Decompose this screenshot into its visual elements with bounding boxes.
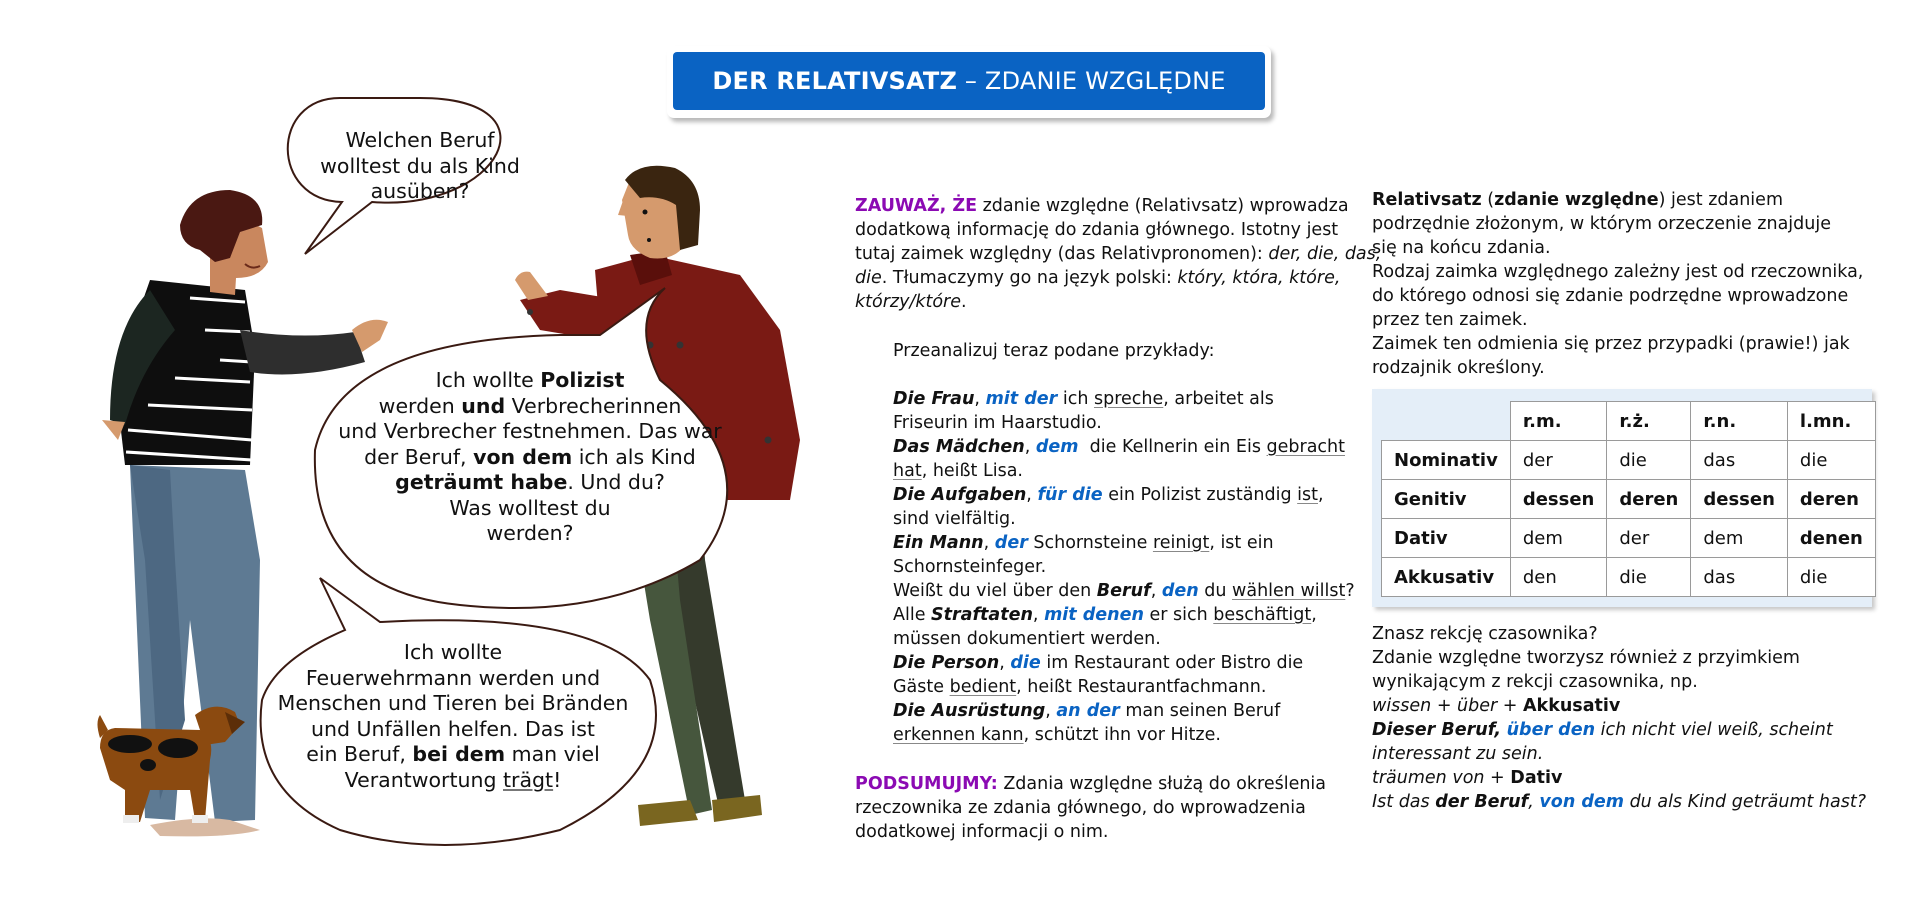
text: tutaj zaimek względny (das Relativpronomen):	[855, 244, 1269, 264]
text: Dieser Beruf,	[1372, 720, 1502, 740]
text: do którego odnosi się zdanie podrzędne wprowadzone	[1372, 286, 1849, 306]
table-cell: denen	[1787, 519, 1875, 558]
column-header: r.ż.	[1607, 402, 1691, 441]
example-sentence-cont: hat, heißt Lisa.	[893, 461, 1023, 481]
text: ich als Kind	[572, 444, 696, 469]
text: ein Beruf,	[306, 742, 413, 766]
summary-label: PODSUMUJMY:	[855, 774, 998, 794]
bubble3-text	[258, 640, 648, 793]
note-label: ZAUWAŻ, ŻE	[855, 196, 978, 216]
text: werden	[378, 393, 462, 418]
table-cell: der	[1510, 441, 1607, 480]
text: rzeczownika ze zdania głównego, do wprowadzenia	[855, 798, 1306, 818]
table-header-row	[1382, 402, 1876, 441]
row-header: Genitiv	[1382, 480, 1511, 519]
table-cell: dessen	[1510, 480, 1607, 519]
example-sentence-cont: erkennen kann, schützt ihn vor Hitze.	[893, 725, 1221, 745]
text: und Verbrecher festnehmen. Das war	[338, 419, 722, 443]
example-sentence-cont: Friseurin im Haarstudio.	[893, 413, 1102, 433]
text: . Tłumaczymy go na język polski:	[881, 268, 1178, 288]
text: zdanie względne	[1494, 190, 1659, 210]
text: . Und du?	[567, 470, 665, 494]
text: Relativsatz	[1372, 190, 1482, 210]
declension-table	[1381, 401, 1876, 597]
text: Dativ	[1510, 768, 1563, 788]
summary-paragraph	[855, 772, 1365, 844]
bubble1-line: ausüben?	[370, 179, 470, 203]
intro-paragraph	[855, 194, 1382, 314]
example-sentence: Das Mädchen, dem die Kellnerin ein Eis gebracht	[893, 437, 1346, 457]
table-cell: dem	[1510, 519, 1607, 558]
text: !	[553, 767, 562, 792]
text: und	[461, 393, 506, 418]
text: und Unfällen helfen. Das ist	[311, 716, 595, 741]
row-header: Dativ	[1382, 519, 1511, 558]
text: Akkusativ	[1523, 696, 1621, 716]
text: podrzędnie złożonym, w którym orzeczenie znajduje	[1372, 214, 1831, 234]
text: dodatkowej informacji o nim.	[855, 822, 1109, 842]
text: (	[1481, 190, 1495, 210]
table-row	[1382, 558, 1876, 597]
table-cell: den	[1510, 558, 1607, 597]
example-sentence: Die Person, die im Restaurant oder Bistro die	[893, 653, 1304, 673]
text: dodatkową informację do zdania głównego. Istotny jest	[855, 220, 1339, 240]
text: Feuerwehrmann werden und	[305, 665, 601, 690]
column-header: r.m.	[1510, 402, 1607, 441]
table-cell: das	[1691, 441, 1788, 480]
text: man viel	[505, 742, 600, 766]
table-row	[1382, 441, 1876, 480]
table-cell: das	[1691, 558, 1788, 597]
table-row	[1382, 480, 1876, 519]
text: Zdanie względne tworzysz również z przyimkiem	[1372, 648, 1800, 668]
rektion-paragraph	[1372, 622, 1882, 814]
example-sentence: Die Aufgaben, für die ein Polizist zuständig ist,	[893, 485, 1324, 505]
text: von dem	[1539, 792, 1625, 812]
text: którzy/które	[855, 292, 961, 312]
column-header: r.n.	[1691, 402, 1788, 441]
text: .	[961, 292, 967, 312]
text: się na końcu zdania.	[1372, 238, 1551, 258]
table-cell: die	[1607, 441, 1691, 480]
example-sentence: Ein Mann, der Schornsteine reinigt, ist ein	[893, 533, 1274, 553]
text: wissen + über +	[1372, 696, 1524, 716]
text: die	[855, 268, 882, 288]
text: Ich wollte	[435, 368, 541, 392]
text: von dem	[473, 444, 573, 469]
text: bei dem	[412, 742, 506, 766]
example-sentence: Weißt du viel über den Beruf, den du wählen willst?	[893, 581, 1355, 601]
example-sentence: Die Frau, mit der ich spreche, arbeitet als	[893, 389, 1274, 409]
text: Verantwortung	[344, 767, 504, 792]
table-corner	[1382, 402, 1511, 441]
example-sentence-cont: Schornsteinfeger.	[893, 557, 1047, 577]
text: ,	[1528, 792, 1540, 812]
text: Zdania względne służą do określenia	[997, 774, 1327, 794]
row-header: Nominativ	[1382, 441, 1511, 480]
definition-paragraph	[1372, 188, 1882, 380]
text: Verbrecherinnen	[505, 393, 682, 418]
text: Znasz rekcję czasownika?	[1372, 624, 1598, 644]
text: który, która, które,	[1177, 268, 1341, 288]
text: Zaimek ten odmienia się przez przypadki (prawie!) jak	[1372, 334, 1850, 354]
column-header: l.mn.	[1787, 402, 1875, 441]
text: der, die, das,	[1268, 244, 1382, 264]
text: werden?	[486, 521, 574, 545]
text: Polizist	[540, 368, 625, 392]
text: rodzajnik określony.	[1372, 358, 1545, 378]
text: über den	[1506, 720, 1596, 740]
text: Ist das	[1372, 792, 1436, 812]
table-cell: die	[1787, 441, 1875, 480]
text: Was wolltest du	[449, 495, 611, 520]
text: trägt	[503, 767, 554, 792]
text: zdanie względne (Relativsatz) wprowadza	[977, 196, 1349, 216]
text: der Beruf	[1435, 792, 1529, 812]
bubble1-line: Welchen Beruf	[345, 128, 495, 152]
table-cell: dem	[1691, 519, 1788, 558]
analyze-prompt: Przeanalizuj teraz podane przykłady:	[893, 341, 1215, 361]
example-sentence: Alle Straftaten, mit denen er sich beschäftigt,	[893, 605, 1317, 625]
text: träumen von +	[1372, 768, 1511, 788]
example-sentence-cont: Gäste bedient, heißt Restaurantfachmann.	[893, 677, 1267, 697]
text: du als Kind geträumt hast?	[1624, 792, 1867, 812]
text: Rodzaj zaimka względnego zależny jest od rzeczownika,	[1372, 262, 1864, 282]
table-row	[1382, 519, 1876, 558]
table-cell: die	[1787, 558, 1875, 597]
text: interessant zu sein.	[1372, 744, 1544, 764]
table-cell: deren	[1787, 480, 1875, 519]
table-cell: deren	[1607, 480, 1691, 519]
text: Menschen und Tieren bei Bränden	[277, 691, 629, 715]
example-sentence: Die Ausrüstung, an der man seinen Beruf	[893, 701, 1281, 721]
text: Ich wollte	[403, 640, 503, 664]
table-cell: der	[1607, 519, 1691, 558]
declension-table-box	[1372, 389, 1872, 607]
bubble1-line: wolltest du als Kind	[320, 153, 520, 178]
examples-block	[893, 339, 1363, 747]
bubble1-text	[300, 128, 540, 205]
example-sentence-cont: müssen dokumentiert werden.	[893, 629, 1161, 649]
table-cell: die	[1607, 558, 1691, 597]
text: geträumt habe	[395, 470, 568, 494]
text: ) jest zdaniem	[1658, 190, 1783, 210]
row-header: Akkusativ	[1382, 558, 1511, 597]
table-cell: dessen	[1691, 480, 1788, 519]
text: wynikającym z rekcji czasownika, np.	[1372, 672, 1698, 692]
text: przez ten zaimek.	[1372, 310, 1528, 330]
example-sentence-cont: sind vielfältig.	[893, 509, 1016, 529]
illustration	[0, 0, 820, 900]
title-bold: DER RELATIVSATZ	[712, 67, 958, 95]
bubble2-text	[320, 368, 740, 547]
text: ich nicht viel weiß, scheint	[1595, 720, 1833, 740]
title-rest: – ZDANIE WZGLĘDNE	[957, 67, 1226, 95]
text: der Beruf,	[364, 444, 474, 469]
